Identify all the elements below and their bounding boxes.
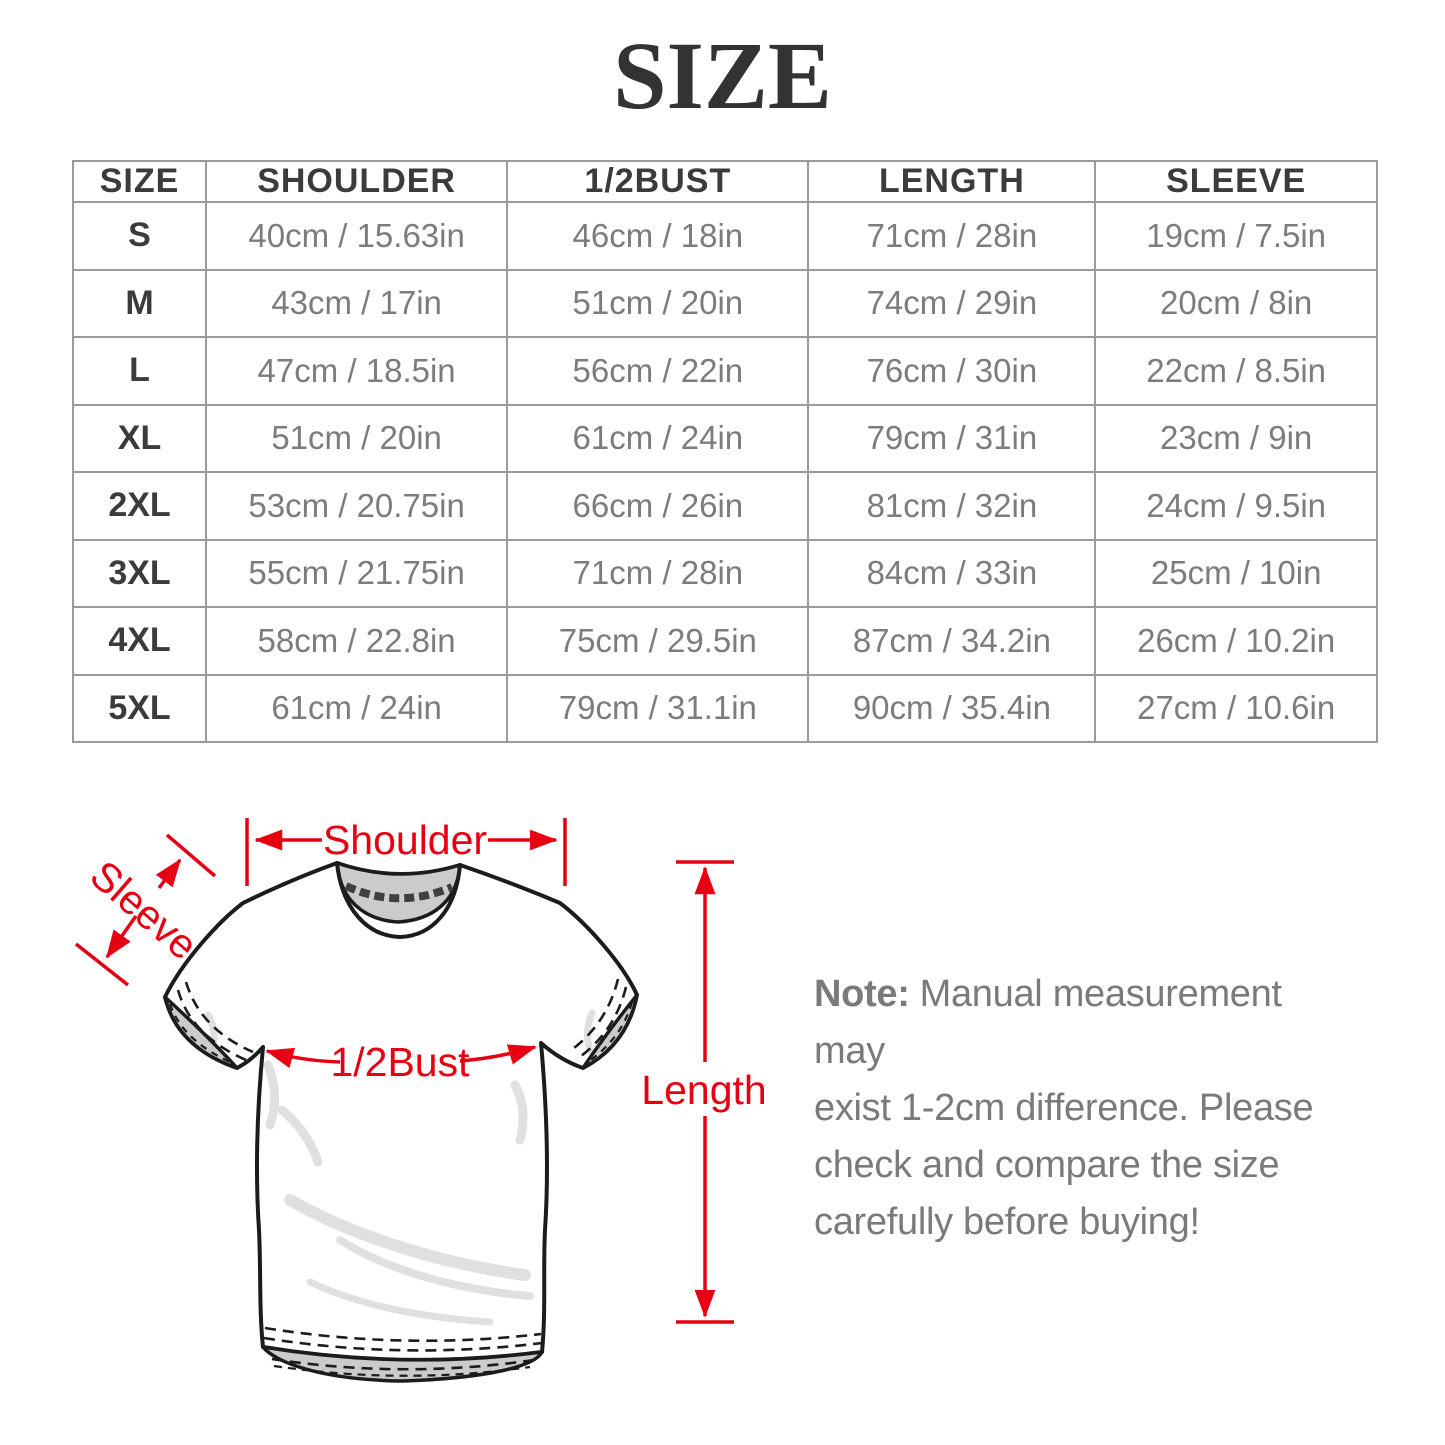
value-cell: 76cm / 30in <box>808 337 1095 405</box>
value-cell: 26cm / 10.2in <box>1095 607 1377 675</box>
value-cell: 27cm / 10.6in <box>1095 675 1377 743</box>
table-row <box>73 675 1377 743</box>
header-shoulder: SHOULDER <box>206 161 507 202</box>
shoulder-label: Shoulder <box>322 817 488 863</box>
value-cell: 61cm / 24in <box>507 405 808 473</box>
value-cell: 24cm / 9.5in <box>1095 472 1377 540</box>
size-cell: XL <box>73 405 206 473</box>
size-cell: 5XL <box>73 675 206 743</box>
note-text <box>814 966 1334 1251</box>
bust-label: 1/2Bust <box>330 1039 470 1085</box>
value-cell: 46cm / 18in <box>507 202 808 270</box>
value-cell: 25cm / 10in <box>1095 540 1377 608</box>
value-cell: 75cm / 29.5in <box>507 607 808 675</box>
note-line: exist 1-2cm difference. Please <box>814 1087 1314 1129</box>
value-cell: 56cm / 22in <box>507 337 808 405</box>
note-line <box>814 966 1334 1080</box>
value-cell: 43cm / 17in <box>206 270 507 338</box>
length-measure-arrow <box>641 862 766 1322</box>
table-row <box>73 337 1377 405</box>
value-cell: 79cm / 31in <box>808 405 1095 473</box>
value-cell: 19cm / 7.5in <box>1095 202 1377 270</box>
value-cell: 66cm / 26in <box>507 472 808 540</box>
note-line: check and compare the size <box>814 1144 1280 1186</box>
value-cell: 74cm / 29in <box>808 270 1095 338</box>
size-table <box>72 160 1378 743</box>
header-sleeve: SLEEVE <box>1095 161 1377 202</box>
note-line: carefully before buying! <box>814 1201 1200 1243</box>
table-header-row <box>73 161 1377 202</box>
size-cell: 4XL <box>73 607 206 675</box>
value-cell: 40cm / 15.63in <box>206 202 507 270</box>
table-row <box>73 607 1377 675</box>
tshirt-measurement-diagram <box>60 810 780 1410</box>
sleeve-label: Sleeve <box>81 851 207 969</box>
value-cell: 53cm / 20.75in <box>206 472 507 540</box>
value-cell: 55cm / 21.75in <box>206 540 507 608</box>
value-cell: 81cm / 32in <box>808 472 1095 540</box>
value-cell: 71cm / 28in <box>808 202 1095 270</box>
value-cell: 51cm / 20in <box>206 405 507 473</box>
value-cell: 23cm / 9in <box>1095 405 1377 473</box>
header-bust: 1/2BUST <box>507 161 808 202</box>
size-cell: 2XL <box>73 472 206 540</box>
note-label: Note: <box>814 973 910 1015</box>
value-cell: 58cm / 22.8in <box>206 607 507 675</box>
value-cell: 87cm / 34.2in <box>808 607 1095 675</box>
tshirt-illustration <box>165 863 637 1381</box>
table-row <box>73 202 1377 270</box>
table-row <box>73 270 1377 338</box>
value-cell: 22cm / 8.5in <box>1095 337 1377 405</box>
size-cell: S <box>73 202 206 270</box>
size-cell: M <box>73 270 206 338</box>
table-row <box>73 472 1377 540</box>
value-cell: 51cm / 20in <box>507 270 808 338</box>
value-cell: 90cm / 35.4in <box>808 675 1095 743</box>
value-cell: 20cm / 8in <box>1095 270 1377 338</box>
value-cell: 79cm / 31.1in <box>507 675 808 743</box>
value-cell: 61cm / 24in <box>206 675 507 743</box>
value-cell: 84cm / 33in <box>808 540 1095 608</box>
value-cell: 71cm / 28in <box>507 540 808 608</box>
size-cell: L <box>73 337 206 405</box>
table-row <box>73 540 1377 608</box>
size-cell: 3XL <box>73 540 206 608</box>
value-cell: 47cm / 18.5in <box>206 337 507 405</box>
header-size: SIZE <box>73 161 206 202</box>
header-length: LENGTH <box>808 161 1095 202</box>
table-row <box>73 405 1377 473</box>
length-label: Length <box>641 1067 767 1113</box>
note-line-text: Manual measurement may <box>814 973 1282 1072</box>
page-title: SIZE <box>613 22 832 129</box>
